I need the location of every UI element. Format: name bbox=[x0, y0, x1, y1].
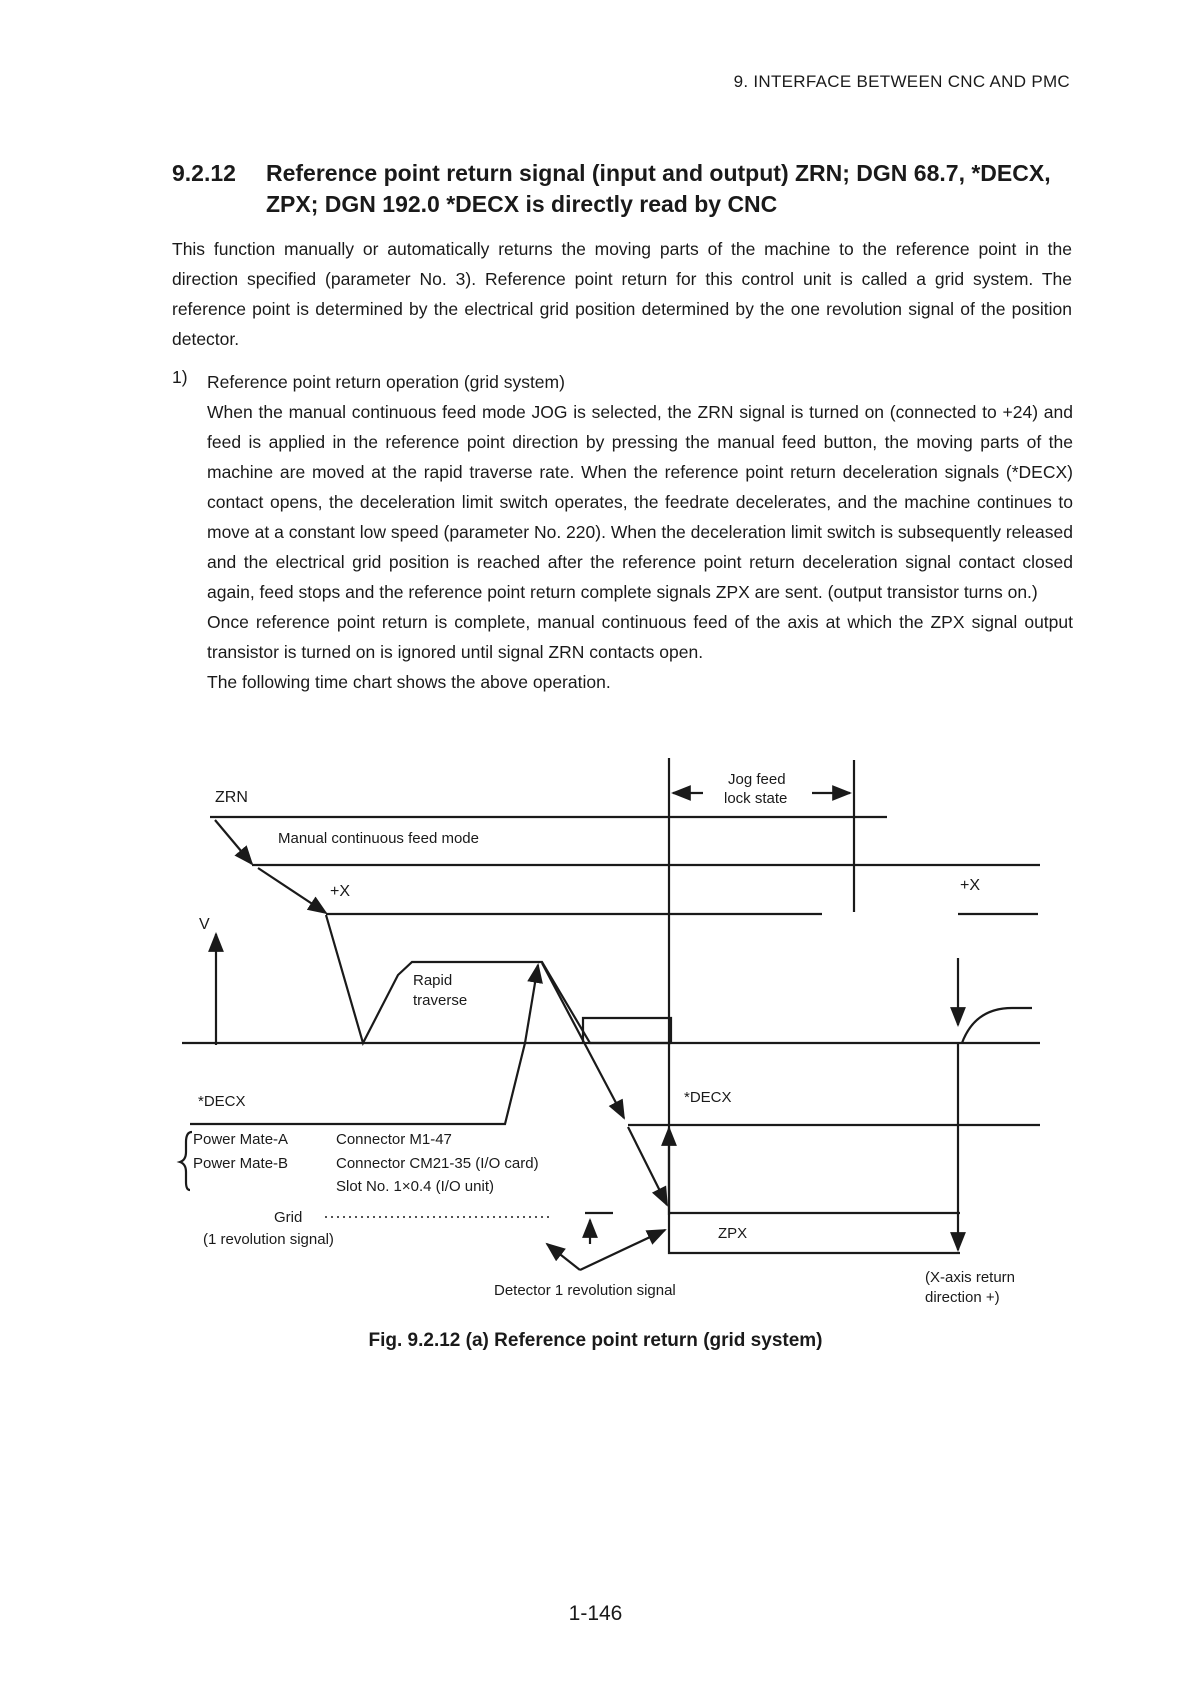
connector-b-label: Connector CM21-35 (I/O card) bbox=[336, 1155, 539, 1172]
figure-caption: Fig. 9.2.12 (a) Reference point return (grid system) bbox=[368, 1330, 823, 1351]
jog-feed-label: Jog feed bbox=[728, 771, 786, 788]
decx-to-rapid-arrow bbox=[525, 965, 538, 1043]
plus-x-right-label: +X bbox=[960, 877, 981, 894]
power-mate-a-label: Power Mate-A bbox=[193, 1131, 289, 1148]
manual-mode-label: Manual continuous feed mode bbox=[278, 830, 479, 847]
x-return-label-2: direction +) bbox=[925, 1289, 1000, 1306]
item-heading: Reference point return operation (grid system) bbox=[207, 372, 565, 392]
plus-x-label: +X bbox=[330, 883, 351, 900]
rapid-to-decx-arrow bbox=[542, 963, 624, 1118]
page-number: 1-146 bbox=[568, 1602, 623, 1625]
power-mate-b-label: Power Mate-B bbox=[193, 1155, 289, 1172]
item-paragraph-3: The following time chart shows the above operation. bbox=[207, 672, 611, 692]
decx-to-zpx-arrow bbox=[628, 1127, 667, 1205]
x-return-label-1: (X-axis return bbox=[925, 1269, 1016, 1286]
zrn-label: ZRN bbox=[215, 789, 248, 806]
decx-label: *DECX bbox=[198, 1093, 246, 1110]
restart-velocity-curve bbox=[962, 1008, 1032, 1043]
v-label: V bbox=[199, 916, 210, 933]
mode-to-x-arrow bbox=[258, 868, 326, 913]
decx-signal-line-left bbox=[190, 1043, 525, 1124]
traverse-label: traverse bbox=[413, 992, 468, 1009]
detector-label: Detector 1 revolution signal bbox=[494, 1282, 676, 1299]
item-number: 1) bbox=[172, 367, 188, 387]
intro-text: This function manually or automatically returns the moving parts of the machine to the reference point in the direction specified (parameter No. 3). Reference point return for this control unit is called a grid system. The reference point is determined by the electrical grid position determined by the one revolution signal of the position detector. bbox=[172, 239, 1072, 349]
lock-state-label: lock state bbox=[724, 790, 788, 807]
connector-a-label: Connector M1-47 bbox=[336, 1131, 452, 1148]
rapid-label: Rapid bbox=[413, 972, 453, 989]
velocity-profile bbox=[326, 915, 671, 1043]
grid-sub-label: (1 revolution signal) bbox=[203, 1231, 334, 1248]
running-header: 9. INTERFACE BETWEEN CNC AND PMC bbox=[733, 72, 1070, 91]
low-speed-segment bbox=[583, 1018, 671, 1043]
zpx-label: ZPX bbox=[718, 1225, 748, 1242]
zpx-signal-line bbox=[669, 1215, 960, 1253]
item-paragraph-1: When the manual continuous feed mode JOG is selected, the ZRN signal is turned on (connected to +24) and feed is applied in the reference point direction by pressing the manual feed button, the moving parts of the machine are moved at the rapid traverse rate. When the reference point return deceleration signals (*DECX) contact opens, the deceleration limit switch operates, the feedrate decelerates, and the machine continues to move at a constant low speed (parameter No. 220). When the deceleration limit switch is subsequently released and the electrical grid position is reached after the reference point return deceleration signal contact closed again, feed stops and the reference point return complete signals ZPX are sent. (output transistor turns on.) bbox=[207, 402, 1073, 602]
item-paragraph-2: Once reference point return is complete, manual continuous feed of the axis at which the ZPX signal output transistor is turned on is ignored until signal ZRN contacts open. bbox=[207, 612, 1073, 662]
grid-label: Grid bbox=[274, 1209, 303, 1226]
power-mate-brace bbox=[180, 1132, 192, 1190]
decx-right-label: *DECX bbox=[684, 1089, 732, 1106]
section-number: 9.2.12 bbox=[172, 160, 236, 186]
slot-label: Slot No. 1×0.4 (I/O unit) bbox=[336, 1178, 494, 1195]
section-title: Reference point return signal (input and output) ZRN; DGN 68.7, *DECX, ZPX; DGN 192.0 *DECX is directly read by CNC bbox=[266, 160, 1051, 217]
zrn-to-mode-arrow bbox=[215, 820, 252, 864]
grid-pulse-arrow-right bbox=[580, 1230, 665, 1270]
grid-pulse-arrow-left bbox=[547, 1244, 580, 1270]
